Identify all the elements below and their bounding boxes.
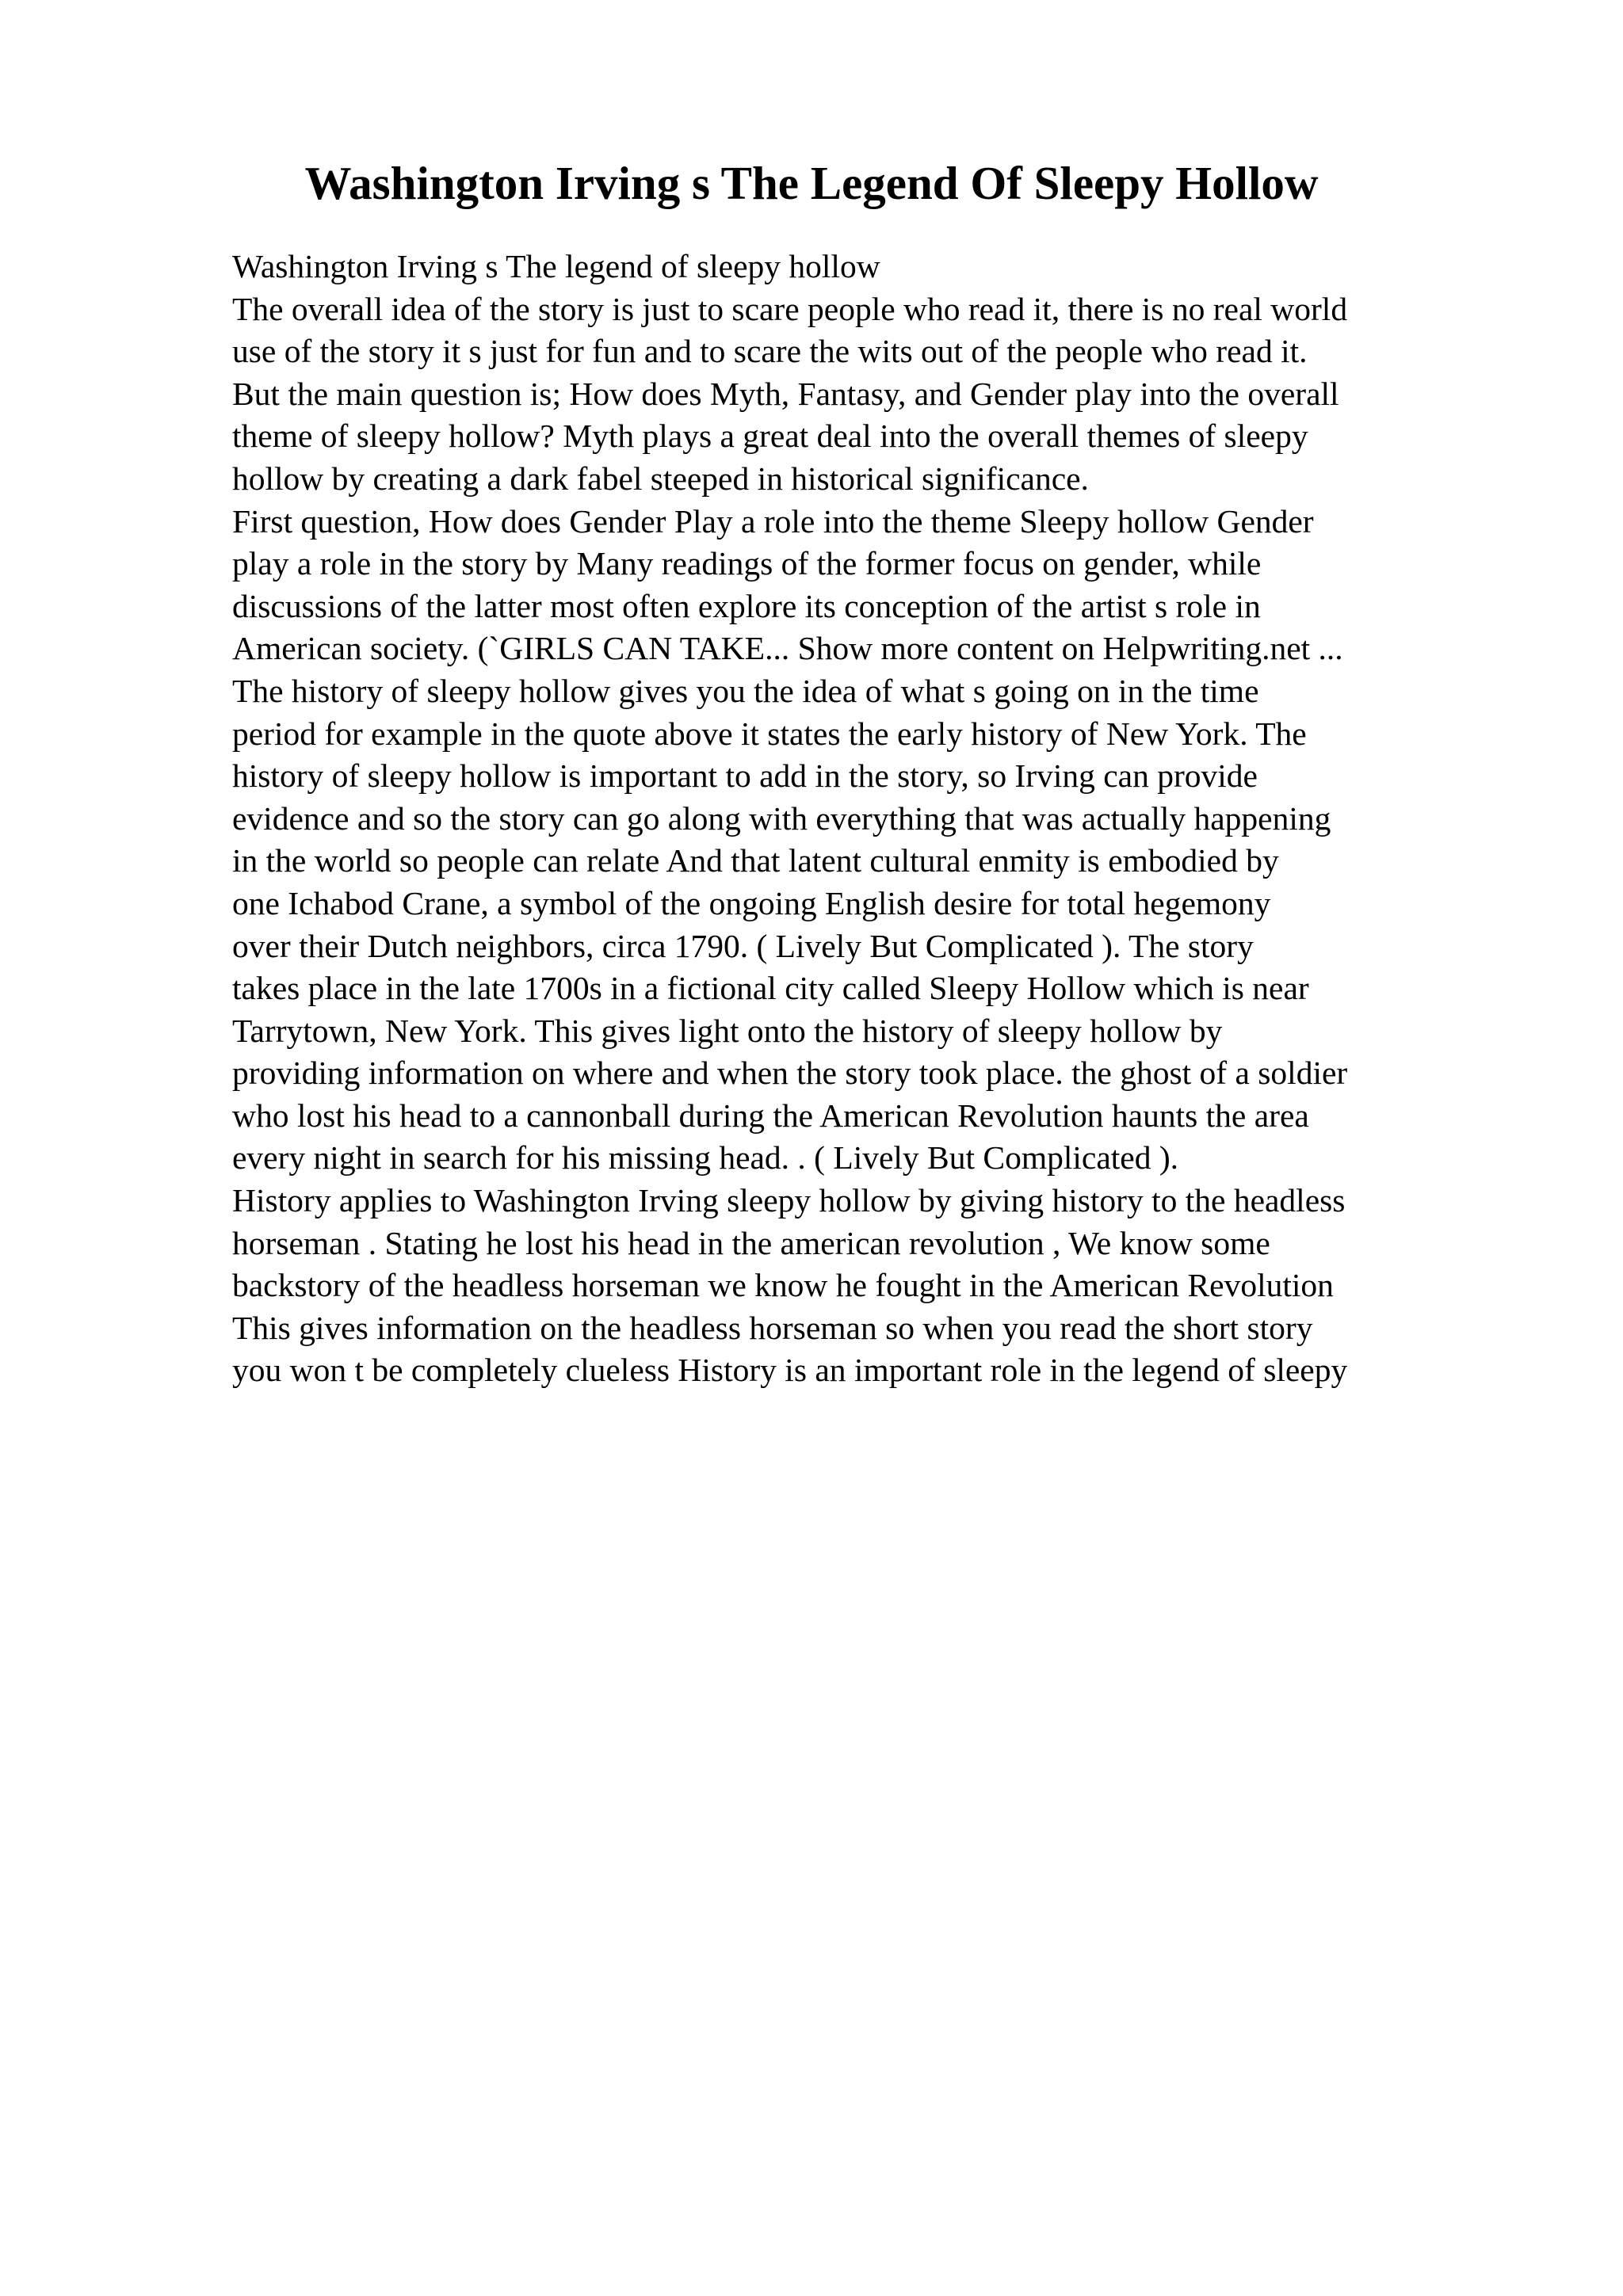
text-line: over their Dutch neighbors, circa 1790. ( Lively But Complicated ). The story (232, 927, 1254, 964)
text-line: evidence and so the story can go along with everything that was actually happening (232, 799, 1331, 837)
text-line: one Ichabod Crane, a symbol of the ongoing English desire for total hegemony (232, 884, 1271, 921)
text-line: horseman . Stating he lost his head in the american revolution , We know some (232, 1224, 1270, 1261)
document-body (232, 246, 1611, 1392)
text-line: hollow by creating a dark fabel steeped in historical significance. (232, 460, 1089, 497)
text-line: providing information on where and when the story took place. the ghost of a soldier (232, 1055, 1348, 1092)
text-line: Tarrytown, New York. This gives light onto the history of sleepy hollow by (232, 1012, 1223, 1049)
text-line: history of sleepy hollow is important to add in the story, so Irving can provide (232, 757, 1258, 795)
text-line: But the main question is; How does Myth, Fantasy, and Gender play into the overall (232, 375, 1339, 412)
text-line: American society. (`GIRLS CAN TAKE... Show more content on Helpwriting.net ... (232, 630, 1343, 667)
text-line: who lost his head to a cannonball during the American Revolution haunts the area (232, 1097, 1309, 1134)
text-line: The history of sleepy hollow gives you the idea of what s going on in the time (232, 672, 1259, 709)
text-line: period for example in the quote above it states the early history of New York. The (232, 715, 1307, 752)
text-line: theme of sleepy hollow? Myth plays a great deal into the overall themes of sleepy (232, 418, 1308, 455)
text-line: every night in search for his missing head. . ( Lively But Complicated ). (232, 1139, 1179, 1177)
text-line: This gives information on the headless horseman so when you read the short story (232, 1309, 1313, 1346)
text-line: First question, How does Gender Play a role into the theme Sleepy hollow Gender (232, 502, 1314, 540)
text-line: you won t be completely clueless History is an important role in the legend of sleepy (232, 1352, 1348, 1389)
text-line: in the world so people can relate And that latent cultural enmity is embodied by (232, 842, 1279, 879)
text-line: play a role in the story by Many readings of the former focus on gender, while (232, 545, 1262, 582)
text-line: discussions of the latter most often explore its conception of the artist s role in (232, 587, 1261, 624)
text-line: History applies to Washington Irving sleepy hollow by giving history to the headless (232, 1182, 1346, 1219)
text-line: use of the story it s just for fun and to scare the wits out of the people who read it. (232, 333, 1308, 370)
text-line: Washington Irving s The legend of sleepy hollow (232, 248, 880, 284)
text-line: backstory of the headless horseman we know he fought in the American Revolution (232, 1267, 1334, 1304)
document-title: Washington Irving s The Legend Of Sleepy Hollow (304, 157, 1319, 209)
text-line: takes place in the late 1700s in a fictional city called Sleepy Hollow which is near (232, 970, 1309, 1007)
text-line: The overall idea of the story is just to scare people who read it, there is no real world (232, 290, 1348, 327)
